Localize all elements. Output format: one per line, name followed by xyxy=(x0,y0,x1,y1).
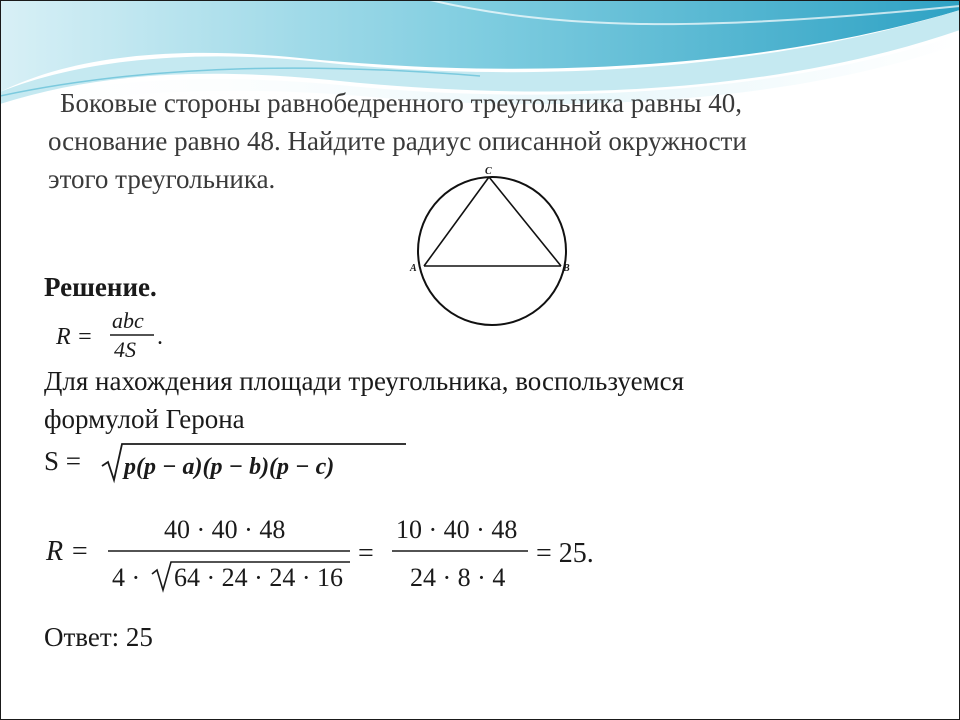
calc-equals: = xyxy=(358,538,374,569)
heron-formula xyxy=(100,440,420,486)
heron-text-line-2: формулой Герона xyxy=(44,404,245,434)
solution-heading: Решение. xyxy=(44,272,157,302)
formula-r-lhs: R = xyxy=(56,324,93,350)
heron-explanation xyxy=(44,362,864,438)
side-bc xyxy=(489,177,561,266)
side-ac xyxy=(424,177,489,266)
answer: Ответ: 25 xyxy=(44,622,153,652)
circumradius-formula xyxy=(54,307,174,363)
calc-result: = 25. xyxy=(536,538,594,569)
calc-numerator-1: 40 · 40 · 48 xyxy=(164,515,286,544)
problem-line-2: основание равно 48. Найдите радиус описанной окружности xyxy=(48,126,747,156)
calc-denominator-2: 24 · 8 · 4 xyxy=(410,563,506,592)
calc-denominator-1-prefix: 4 · xyxy=(112,563,141,592)
problem-line-1: Боковые стороны равнобедренного треугольника равны 40, xyxy=(60,88,743,118)
problem-line-3: этого треугольника. xyxy=(48,164,276,194)
heron-formula-body: p(p − a)(p − b)(p − c) xyxy=(124,454,335,480)
triangle-in-circle-figure xyxy=(405,162,590,332)
vertex-label-b: B xyxy=(563,263,570,274)
vertex-label-a: A xyxy=(410,263,417,274)
calc-numerator-2: 10 · 40 · 48 xyxy=(396,515,518,544)
vertex-label-c: C xyxy=(485,166,492,177)
calc-lhs: R = xyxy=(46,536,89,567)
circumradius-calculation xyxy=(44,508,644,600)
s-label: S = xyxy=(44,446,81,476)
formula-r-period: . xyxy=(157,324,163,350)
heron-text-line-1: Для нахождения площади треугольника, воспользуемся xyxy=(44,366,685,396)
circumscribed-circle xyxy=(418,177,566,325)
formula-r-numerator: abc xyxy=(112,308,144,333)
calc-denominator-1-root: 64 · 24 · 24 · 16 xyxy=(174,563,343,592)
formula-r-denominator: 4S xyxy=(114,337,136,362)
